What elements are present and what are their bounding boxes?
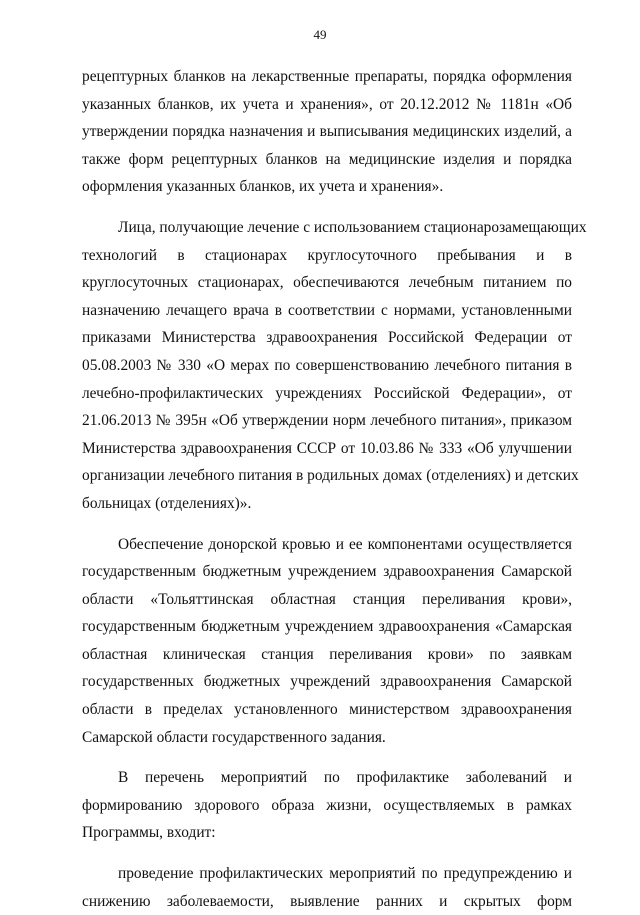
text-line: проведение профилактических мероприятий по предупреждению и	[118, 865, 572, 883]
page-number: 49	[313, 27, 327, 42]
text-line: формированию здорового образа жизни, осуществляемых в рамках	[82, 796, 572, 814]
text-line: также форм рецептурных бланков на медицинские изделия и порядка	[82, 150, 572, 168]
text-line: лечебно-профилактических учреждениях Российской Федерации», от	[82, 384, 572, 402]
text-line: приказами Министерства здравоохранения Российской Федерации от	[82, 329, 572, 347]
paragraph-therapeutic-nutrition	[82, 214, 587, 518]
text-line: организации лечебного питания в родильных домах (отделениях) и детских	[82, 467, 579, 485]
text-line: 21.06.2013 № 395н «Об утверждении норм лечебного питания», приказом	[82, 412, 572, 430]
text-line: круглосуточных стационарах, обеспечиваются лечебным питанием по	[82, 274, 572, 292]
text-line: Лица, получающие лечение с использованием стационарозамещающих	[118, 218, 587, 236]
text-line: утверждении порядка назначения и выписывания медицинских изделий, а	[82, 123, 572, 141]
text-line: Самарской области государственного задания.	[82, 728, 386, 746]
text-line: технологий в стационарах круглосуточного пребывания и в	[82, 246, 572, 264]
text-line: государственным бюджетным учреждением здравоохранения «Самарская	[82, 618, 572, 636]
text-line: В перечень мероприятий по профилактике заболеваний и	[118, 769, 572, 787]
text-line: назначению лечащего врача в соответствии с нормами, установленными	[82, 301, 572, 319]
text-line: области «Тольяттинская областная станция переливания крови»,	[82, 590, 572, 608]
text-line: Обеспечение донорской кровью и ее компонентами осуществляется	[118, 535, 572, 553]
paragraph-preventive-measures	[82, 860, 572, 915]
text-line: 05.08.2003 № 330 «О мерах по совершенствованию лечебного питания в	[82, 356, 572, 374]
text-line: государственным бюджетным учреждением здравоохранения Самарской	[82, 563, 572, 581]
text-line: рецептурных бланков на лекарственные препараты, порядка оформления	[82, 68, 572, 85]
paragraph-continuation	[82, 63, 572, 201]
text-line: оформления указанных бланков, их учета и хранения».	[82, 178, 444, 196]
paragraph-donor-blood	[82, 531, 572, 752]
text-line: Программы, входит:	[82, 824, 216, 842]
text-line: областная клиническая станция переливания крови» по заявкам	[82, 645, 572, 663]
text-line: области в пределах установленного министерством здравоохранения	[82, 701, 572, 719]
text-line: больницах (отделениях)».	[82, 494, 252, 512]
text-line: государственных бюджетных учреждений здравоохранения Самарской	[82, 673, 572, 691]
text-line: указанных бланков, их учета и хранения», от 20.12.2012 № 1181н «Об	[82, 95, 572, 113]
text-line: снижению заболеваемости, выявление ранних и скрытых форм	[82, 892, 572, 910]
document-body	[82, 63, 587, 915]
text-line: Министерства здравоохранения СССР от 10.03.86 № 333 «Об улучшении	[82, 439, 572, 457]
paragraph-prevention-list	[82, 764, 572, 847]
